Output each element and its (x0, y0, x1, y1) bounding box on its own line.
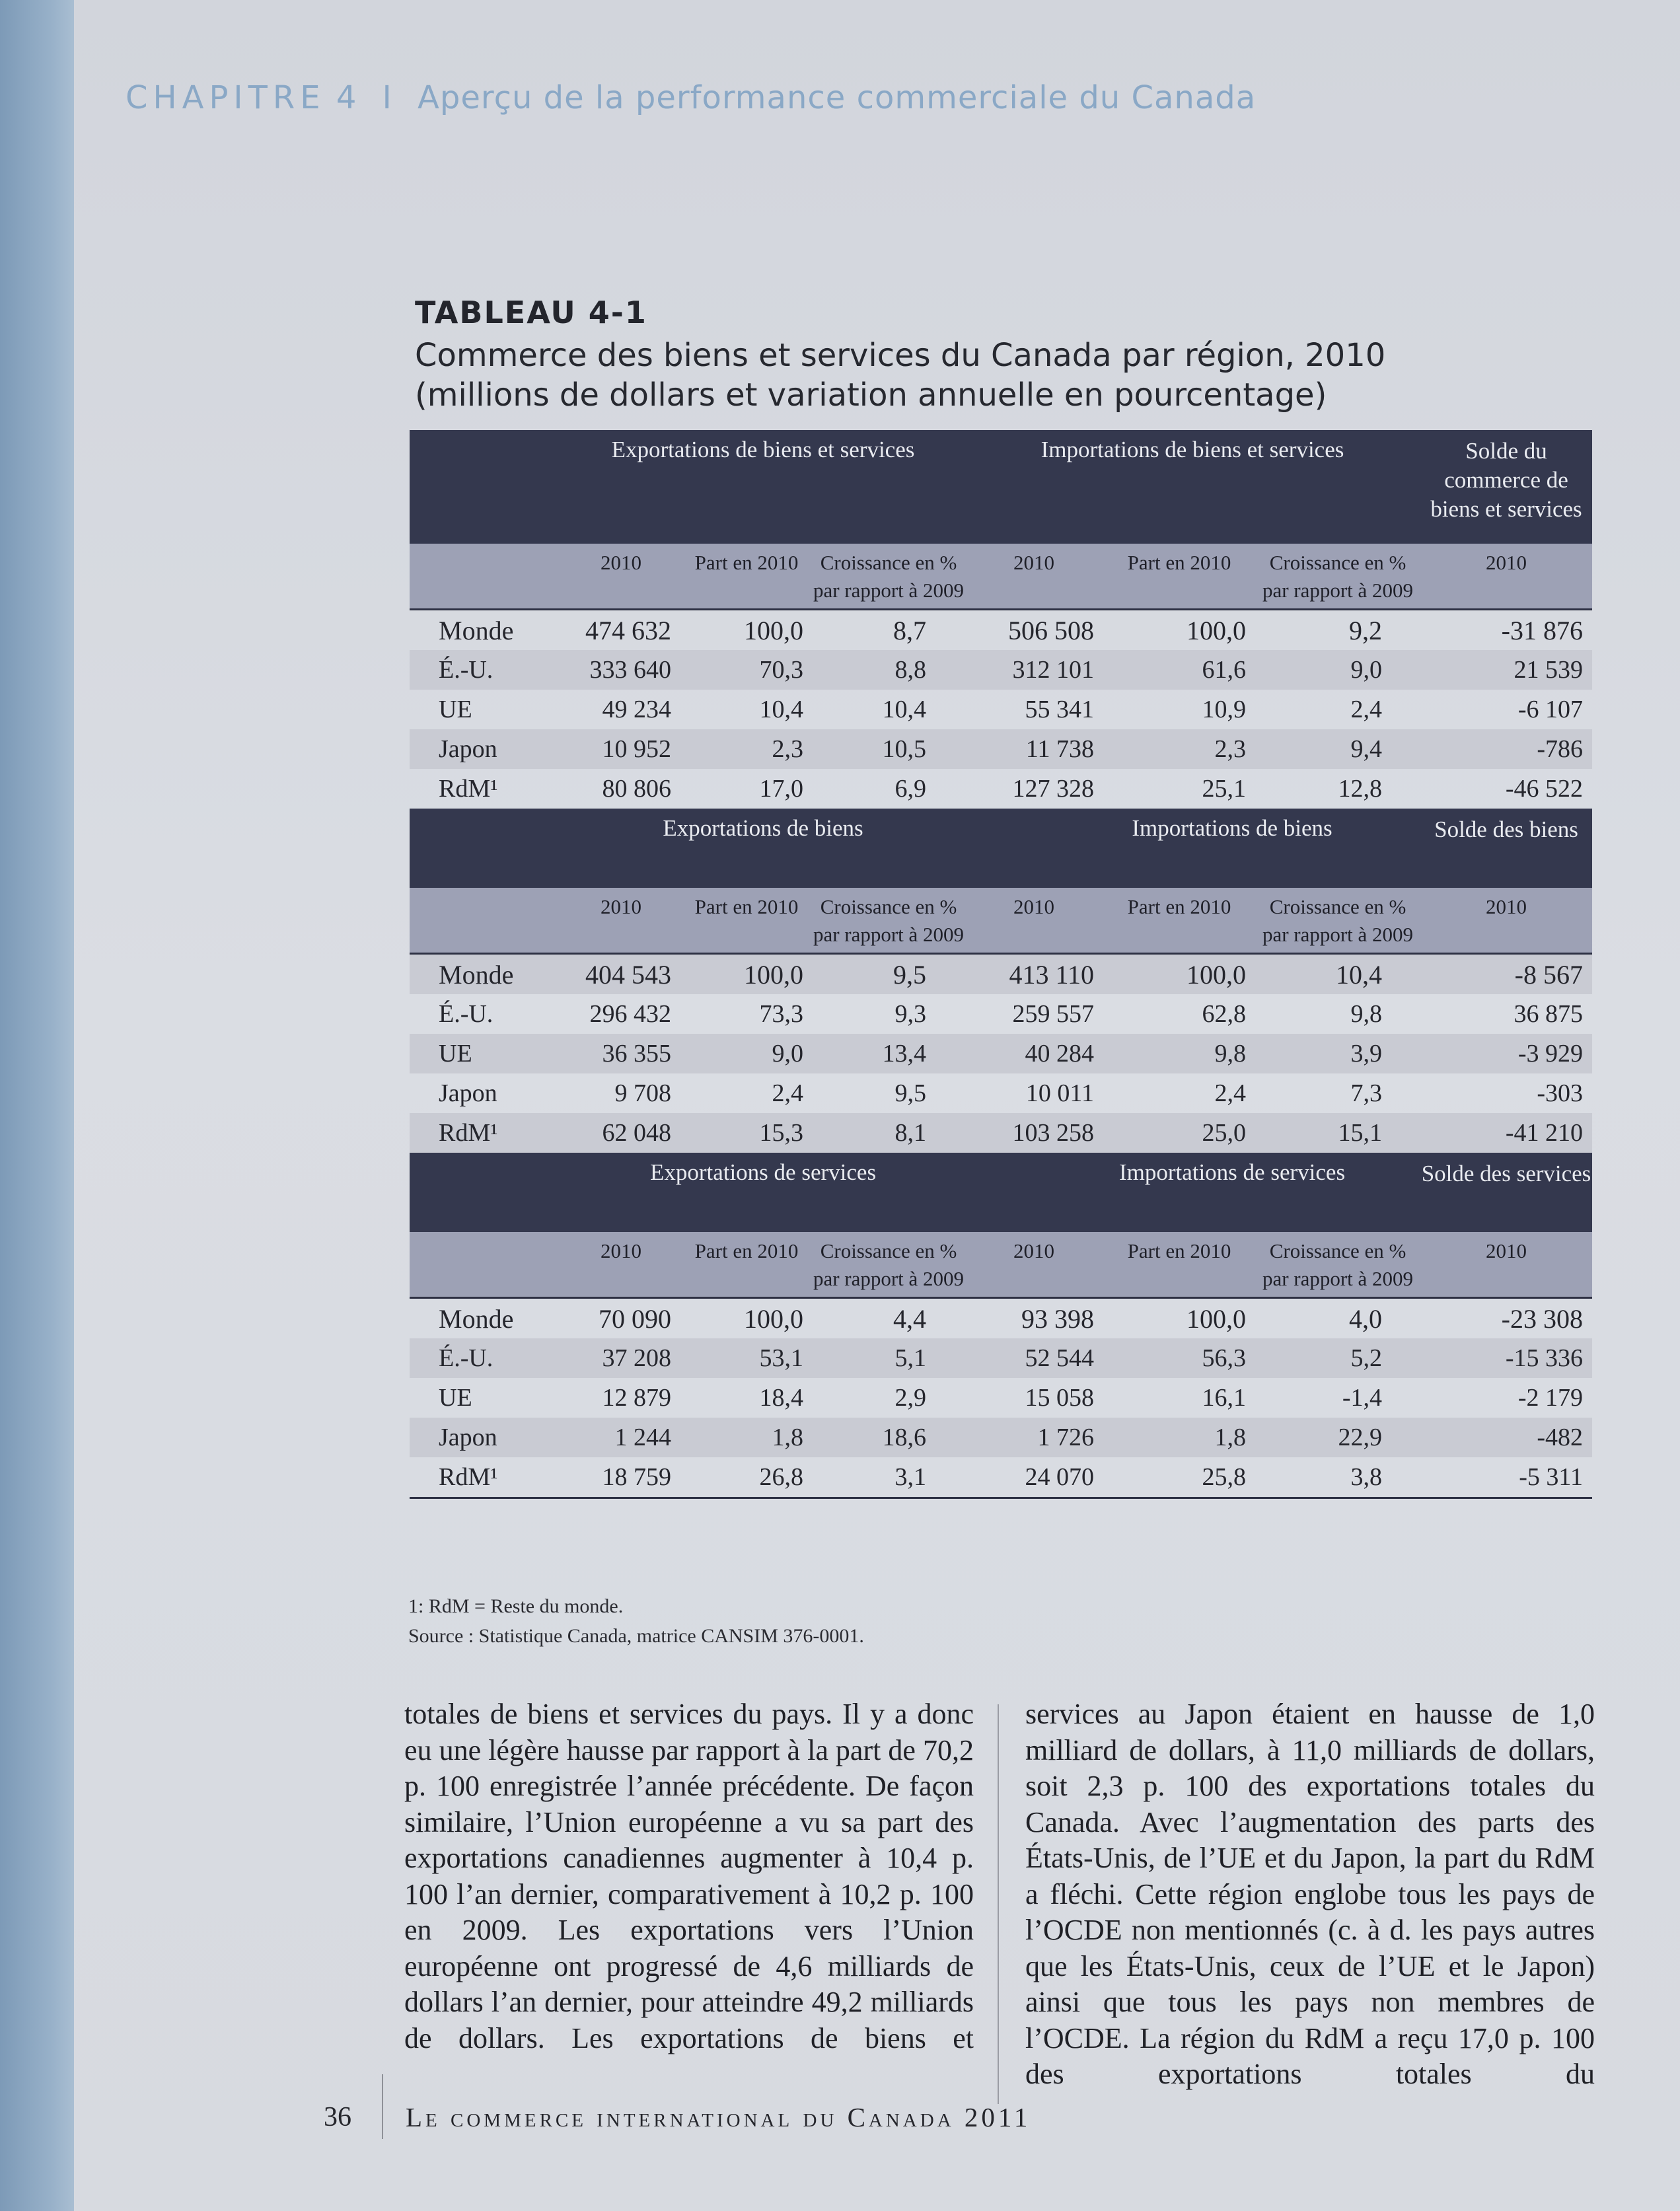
chapter-separator: I (382, 79, 392, 116)
table-cell: 2,9 (895, 1384, 926, 1412)
table-cell: 37 208 (562, 1338, 680, 1378)
exports-section-title: Exportations de biens (562, 809, 965, 888)
table-cell: 10,4 (759, 696, 803, 723)
chapter-title: Aperçu de la performance commerciale du Canada (418, 79, 1257, 116)
column-subheader: Part en 2010 (680, 888, 813, 954)
column-subheader-row (410, 544, 1592, 610)
table-cell: 3,8 (1350, 1463, 1382, 1491)
table-row (410, 954, 1592, 995)
table-cell: 103 258 (965, 1113, 1103, 1153)
table-cell: 25,0 (1103, 1113, 1255, 1153)
table-row (410, 1338, 1592, 1378)
table-cell: 413 110 (965, 954, 1103, 995)
column-subheader: Part en 2010 (1103, 888, 1255, 954)
table-cell: 61,6 (1103, 650, 1255, 690)
table-cell: 12 879 (602, 1384, 671, 1412)
table-cell: 62,8 (1202, 1000, 1246, 1028)
table-cell: 21 539 (1420, 650, 1592, 690)
table-cell: 10 952 (562, 729, 680, 769)
table-cell: 26,8 (759, 1463, 803, 1491)
balance-section-title: Solde des services (1420, 1153, 1592, 1232)
column-subheader: 2010 (562, 1232, 680, 1298)
table-cell: -6 107 (1517, 696, 1583, 723)
table-cell: 1 244 (562, 1418, 680, 1457)
table-row (410, 610, 1592, 651)
column-subheader: 2010 (1420, 888, 1592, 954)
column-subheader: 2010 (965, 544, 1103, 610)
column-subheader: 2010 (1420, 1232, 1592, 1298)
table-cell: 11 738 (965, 729, 1103, 769)
table-cell: -1,4 (1342, 1384, 1382, 1412)
table-cell: 24 070 (1025, 1463, 1094, 1491)
table-cell: 15,1 (1255, 1113, 1420, 1153)
trade-table (410, 430, 1592, 1499)
table-cell: 312 101 (965, 650, 1103, 690)
column-subheader: Croissance en % par rapport à 2009 (813, 1232, 965, 1298)
table-title (415, 336, 1604, 415)
table-cell: -303 (1537, 1079, 1583, 1107)
table-cell: 36 355 (562, 1034, 680, 1073)
section-header-row (410, 1153, 1592, 1232)
table-cell: 56,3 (1103, 1338, 1255, 1378)
table-cell: 474 632 (562, 610, 680, 651)
exports-section-title: Exportations de services (562, 1153, 965, 1232)
column-subheader: 2010 (965, 888, 1103, 954)
table-cell: 100,0 (680, 1298, 813, 1339)
table-cell: 18 759 (602, 1463, 671, 1491)
subheader-blank (410, 888, 562, 954)
column-divider (998, 1704, 999, 2104)
table-row (410, 690, 1592, 729)
table-cell: -786 (1420, 729, 1592, 769)
table-title-line2: (millions de dollars et variation annuelle en pourcentage) (415, 377, 1327, 414)
subheader-blank (410, 544, 562, 610)
table-cell: 9,8 (1103, 1034, 1255, 1073)
table-cell: 9,4 (1255, 729, 1420, 769)
table-cell: 506 508 (965, 610, 1103, 651)
table-cell: 3,9 (1255, 1034, 1420, 1073)
table-row (410, 1298, 1592, 1339)
chapter-number: 4 (336, 79, 357, 116)
region-label: Japon (410, 1418, 562, 1457)
table-cell: 1,8 (680, 1418, 813, 1457)
column-subheader: Croissance en % par rapport à 2009 (1255, 544, 1420, 610)
table-cell: -23 308 (1420, 1298, 1592, 1339)
table-cell: 53,1 (680, 1338, 813, 1378)
table-row (410, 1418, 1592, 1457)
column-subheader: Croissance en % par rapport à 2009 (1255, 1232, 1420, 1298)
table-cell: 8,7 (813, 610, 965, 651)
table-cell: 1 726 (965, 1418, 1103, 1457)
chapter-header (126, 79, 1256, 116)
table-cell: 93 398 (965, 1298, 1103, 1339)
table-row (410, 1378, 1592, 1418)
table-cell: -3 929 (1420, 1034, 1592, 1073)
table-title-line1: Commerce des biens et services du Canada par région, 2010 (415, 337, 1386, 374)
table-cell: 2,4 (1350, 696, 1382, 723)
table-cell: 22,9 (1255, 1418, 1420, 1457)
table-cell: 10 011 (1025, 1079, 1094, 1107)
region-label: RdM¹ (439, 1463, 498, 1491)
column-subheader: 2010 (562, 544, 680, 610)
table-row (410, 729, 1592, 769)
table-row (410, 1113, 1592, 1153)
table-row (410, 1034, 1592, 1073)
table-cell: 9,5 (813, 954, 965, 995)
table-row (410, 769, 1592, 809)
table-cell: -41 210 (1420, 1113, 1592, 1153)
table-cell: 13,4 (813, 1034, 965, 1073)
table-cell: 15 058 (1025, 1384, 1094, 1412)
chapter-color-band (0, 0, 74, 2211)
chapter-word: CHAPITRE (126, 79, 326, 116)
table-label: TABLEAU 4-1 (415, 295, 647, 330)
table-cell: 9,5 (895, 1079, 926, 1107)
footer-divider (382, 2074, 383, 2139)
table-cell: 25,8 (1202, 1463, 1246, 1491)
table-cell: 404 543 (562, 954, 680, 995)
table-cell: 80 806 (602, 775, 671, 803)
column-subheader: Part en 2010 (1103, 1232, 1255, 1298)
column-subheader: Part en 2010 (680, 544, 813, 610)
region-label: Japon (439, 1079, 497, 1107)
table-cell: 100,0 (1103, 610, 1255, 651)
table-cell: 73,3 (759, 1000, 803, 1028)
exports-section-title: Exportations de biens et services (562, 430, 965, 544)
table-cell: 8,1 (813, 1113, 965, 1153)
table-cell: 100,0 (1103, 954, 1255, 995)
region-label: É.-U. (410, 1338, 562, 1378)
table-cell: 70,3 (680, 650, 813, 690)
imports-section-title: Importations de biens et services (965, 430, 1420, 544)
table-cell: 2,3 (1103, 729, 1255, 769)
table-cell: 9,2 (1255, 610, 1420, 651)
column-subheader-row (410, 1232, 1592, 1298)
table-cell: -8 567 (1420, 954, 1592, 995)
table-cell: 259 557 (1012, 1000, 1094, 1028)
section-header-blank (410, 430, 562, 544)
column-subheader: Part en 2010 (680, 1232, 813, 1298)
table-cell: 9 708 (614, 1079, 671, 1107)
table-cell: -46 522 (1505, 775, 1583, 803)
region-label: Monde (410, 954, 562, 995)
table-cell: 15,3 (680, 1113, 813, 1153)
table-cell: 10,9 (1202, 696, 1246, 723)
table-cell: 16,1 (1202, 1384, 1246, 1412)
region-label: UE (439, 1384, 472, 1412)
table-cell: 100,0 (680, 610, 813, 651)
table-cell: 2,4 (1214, 1079, 1246, 1107)
column-subheader: 2010 (562, 888, 680, 954)
column-subheader: Croissance en % par rapport à 2009 (813, 544, 965, 610)
table-footnote: 1: RdM = Reste du monde. (408, 1595, 624, 1617)
table-cell: 49 234 (602, 696, 671, 723)
table-cell: 17,0 (759, 775, 803, 803)
table-cell: 5,1 (813, 1338, 965, 1378)
table-cell: 127 328 (1012, 775, 1094, 803)
table-cell: -15 336 (1420, 1338, 1592, 1378)
table-bottom-rule (410, 1498, 1592, 1500)
imports-section-title: Importations de biens (965, 809, 1420, 888)
column-subheader: 2010 (1420, 544, 1592, 610)
region-label: UE (410, 1034, 562, 1073)
column-subheader: Croissance en % par rapport à 2009 (1255, 888, 1420, 954)
table-cell: 333 640 (562, 650, 680, 690)
column-subheader: Croissance en % par rapport à 2009 (813, 888, 965, 954)
table-cell: 4,4 (813, 1298, 965, 1339)
table-source: Source : Statistique Canada, matrice CANSIM 376-0001. (408, 1625, 864, 1647)
column-subheader-row (410, 888, 1592, 954)
table-cell: 5,2 (1255, 1338, 1420, 1378)
table-cell: 2,4 (772, 1079, 803, 1107)
region-label: RdM¹ (410, 1113, 562, 1153)
region-label: Monde (410, 1298, 562, 1339)
region-label: Monde (410, 610, 562, 651)
table-cell: 52 544 (965, 1338, 1103, 1378)
table-cell: 12,8 (1338, 775, 1382, 803)
table-cell: 296 432 (589, 1000, 671, 1028)
table-cell: 1,8 (1103, 1418, 1255, 1457)
table-cell: 18,4 (759, 1384, 803, 1412)
table-row (410, 1457, 1592, 1498)
table-cell: 70 090 (562, 1298, 680, 1339)
region-label: É.-U. (439, 1000, 493, 1028)
table-cell: 4,0 (1255, 1298, 1420, 1339)
region-label: Japon (410, 729, 562, 769)
imports-section-title: Importations de services (965, 1153, 1420, 1232)
table-cell: 2,3 (680, 729, 813, 769)
balance-section-title: Solde des biens (1420, 809, 1592, 888)
section-header-blank (410, 809, 562, 888)
table-cell: 9,0 (680, 1034, 813, 1073)
body-column-right: services au Japon étaient en hausse de 1,0 milliard de dollars, à 11,0 milliards de dollars, soit 2,3 p. 100 des exportations totales du Canada. Avec l’augmentation des parts des États-Unis, de l’UE et du Japon, la part du RdM a fléchi. Cette région englobe tous les pays de l’OCDE non mentionnés (c. à d. les pays autres que les États-Unis, ceux de l’UE et le Japon) ainsi que tous les pays non membres de l’OCDE. La région du RdM a reçu 17,0 p. 100 des exportations totales du (1025, 1698, 1595, 2090)
region-label: UE (439, 696, 472, 723)
table-cell: 8,8 (813, 650, 965, 690)
table-cell: -31 876 (1420, 610, 1592, 651)
table-cell: 36 875 (1514, 1000, 1583, 1028)
table-row (410, 994, 1592, 1034)
column-subheader: Part en 2010 (1103, 544, 1255, 610)
table-cell: 40 284 (965, 1034, 1103, 1073)
table-cell: 62 048 (562, 1113, 680, 1153)
subheader-blank (410, 1232, 562, 1298)
table-cell: 9,8 (1350, 1000, 1382, 1028)
section-header-row (410, 809, 1592, 888)
table-cell: -2 179 (1517, 1384, 1583, 1412)
table-cell: 6,9 (895, 775, 926, 803)
table-row (410, 1073, 1592, 1113)
page-number: 36 (324, 2102, 351, 2132)
section-header-row (410, 430, 1592, 544)
body-column-left: totales de biens et services du pays. Il y a donc eu une légère hausse par rapport à la part de 70,2 p. 100 enregistrée l’année précédente. De façon similaire, l’Union européenne a vu sa part des exportations canadiennes augmenter à 10,4 p. 100 l’an dernier, comparativement à 10,2 p. 100 en 2009. Les exportations vers l’Union européenne ont progressé de 4,6 milliards de dollars l’an dernier, pour atteindre 49,2 milliards de dollars. Les exportations de biens et (404, 1698, 974, 2054)
region-label: É.-U. (410, 650, 562, 690)
region-label: RdM¹ (439, 775, 498, 803)
table-cell: 3,1 (895, 1463, 926, 1491)
table-cell: 55 341 (1025, 696, 1094, 723)
table-bottom-rule-cell (410, 1498, 1592, 1500)
section-header-blank (410, 1153, 562, 1232)
table-cell: 10,4 (1255, 954, 1420, 995)
balance-section-title: Solde du commerce de biens et services (1420, 430, 1592, 544)
table-cell: 9,0 (1255, 650, 1420, 690)
table-cell: 7,3 (1350, 1079, 1382, 1107)
column-subheader: 2010 (965, 1232, 1103, 1298)
table-row (410, 650, 1592, 690)
table-cell: 9,3 (895, 1000, 926, 1028)
table-cell: 10,4 (882, 696, 926, 723)
trade-table-body (410, 430, 1592, 1499)
table-cell: -482 (1420, 1418, 1592, 1457)
table-cell: -5 311 (1519, 1463, 1583, 1491)
table-cell: 18,6 (813, 1418, 965, 1457)
table-cell: 10,5 (813, 729, 965, 769)
table-cell: 100,0 (680, 954, 813, 995)
running-title: Le commerce international du Canada 2011 (406, 2102, 1031, 2132)
table-cell: 25,1 (1202, 775, 1246, 803)
table-cell: 100,0 (1103, 1298, 1255, 1339)
